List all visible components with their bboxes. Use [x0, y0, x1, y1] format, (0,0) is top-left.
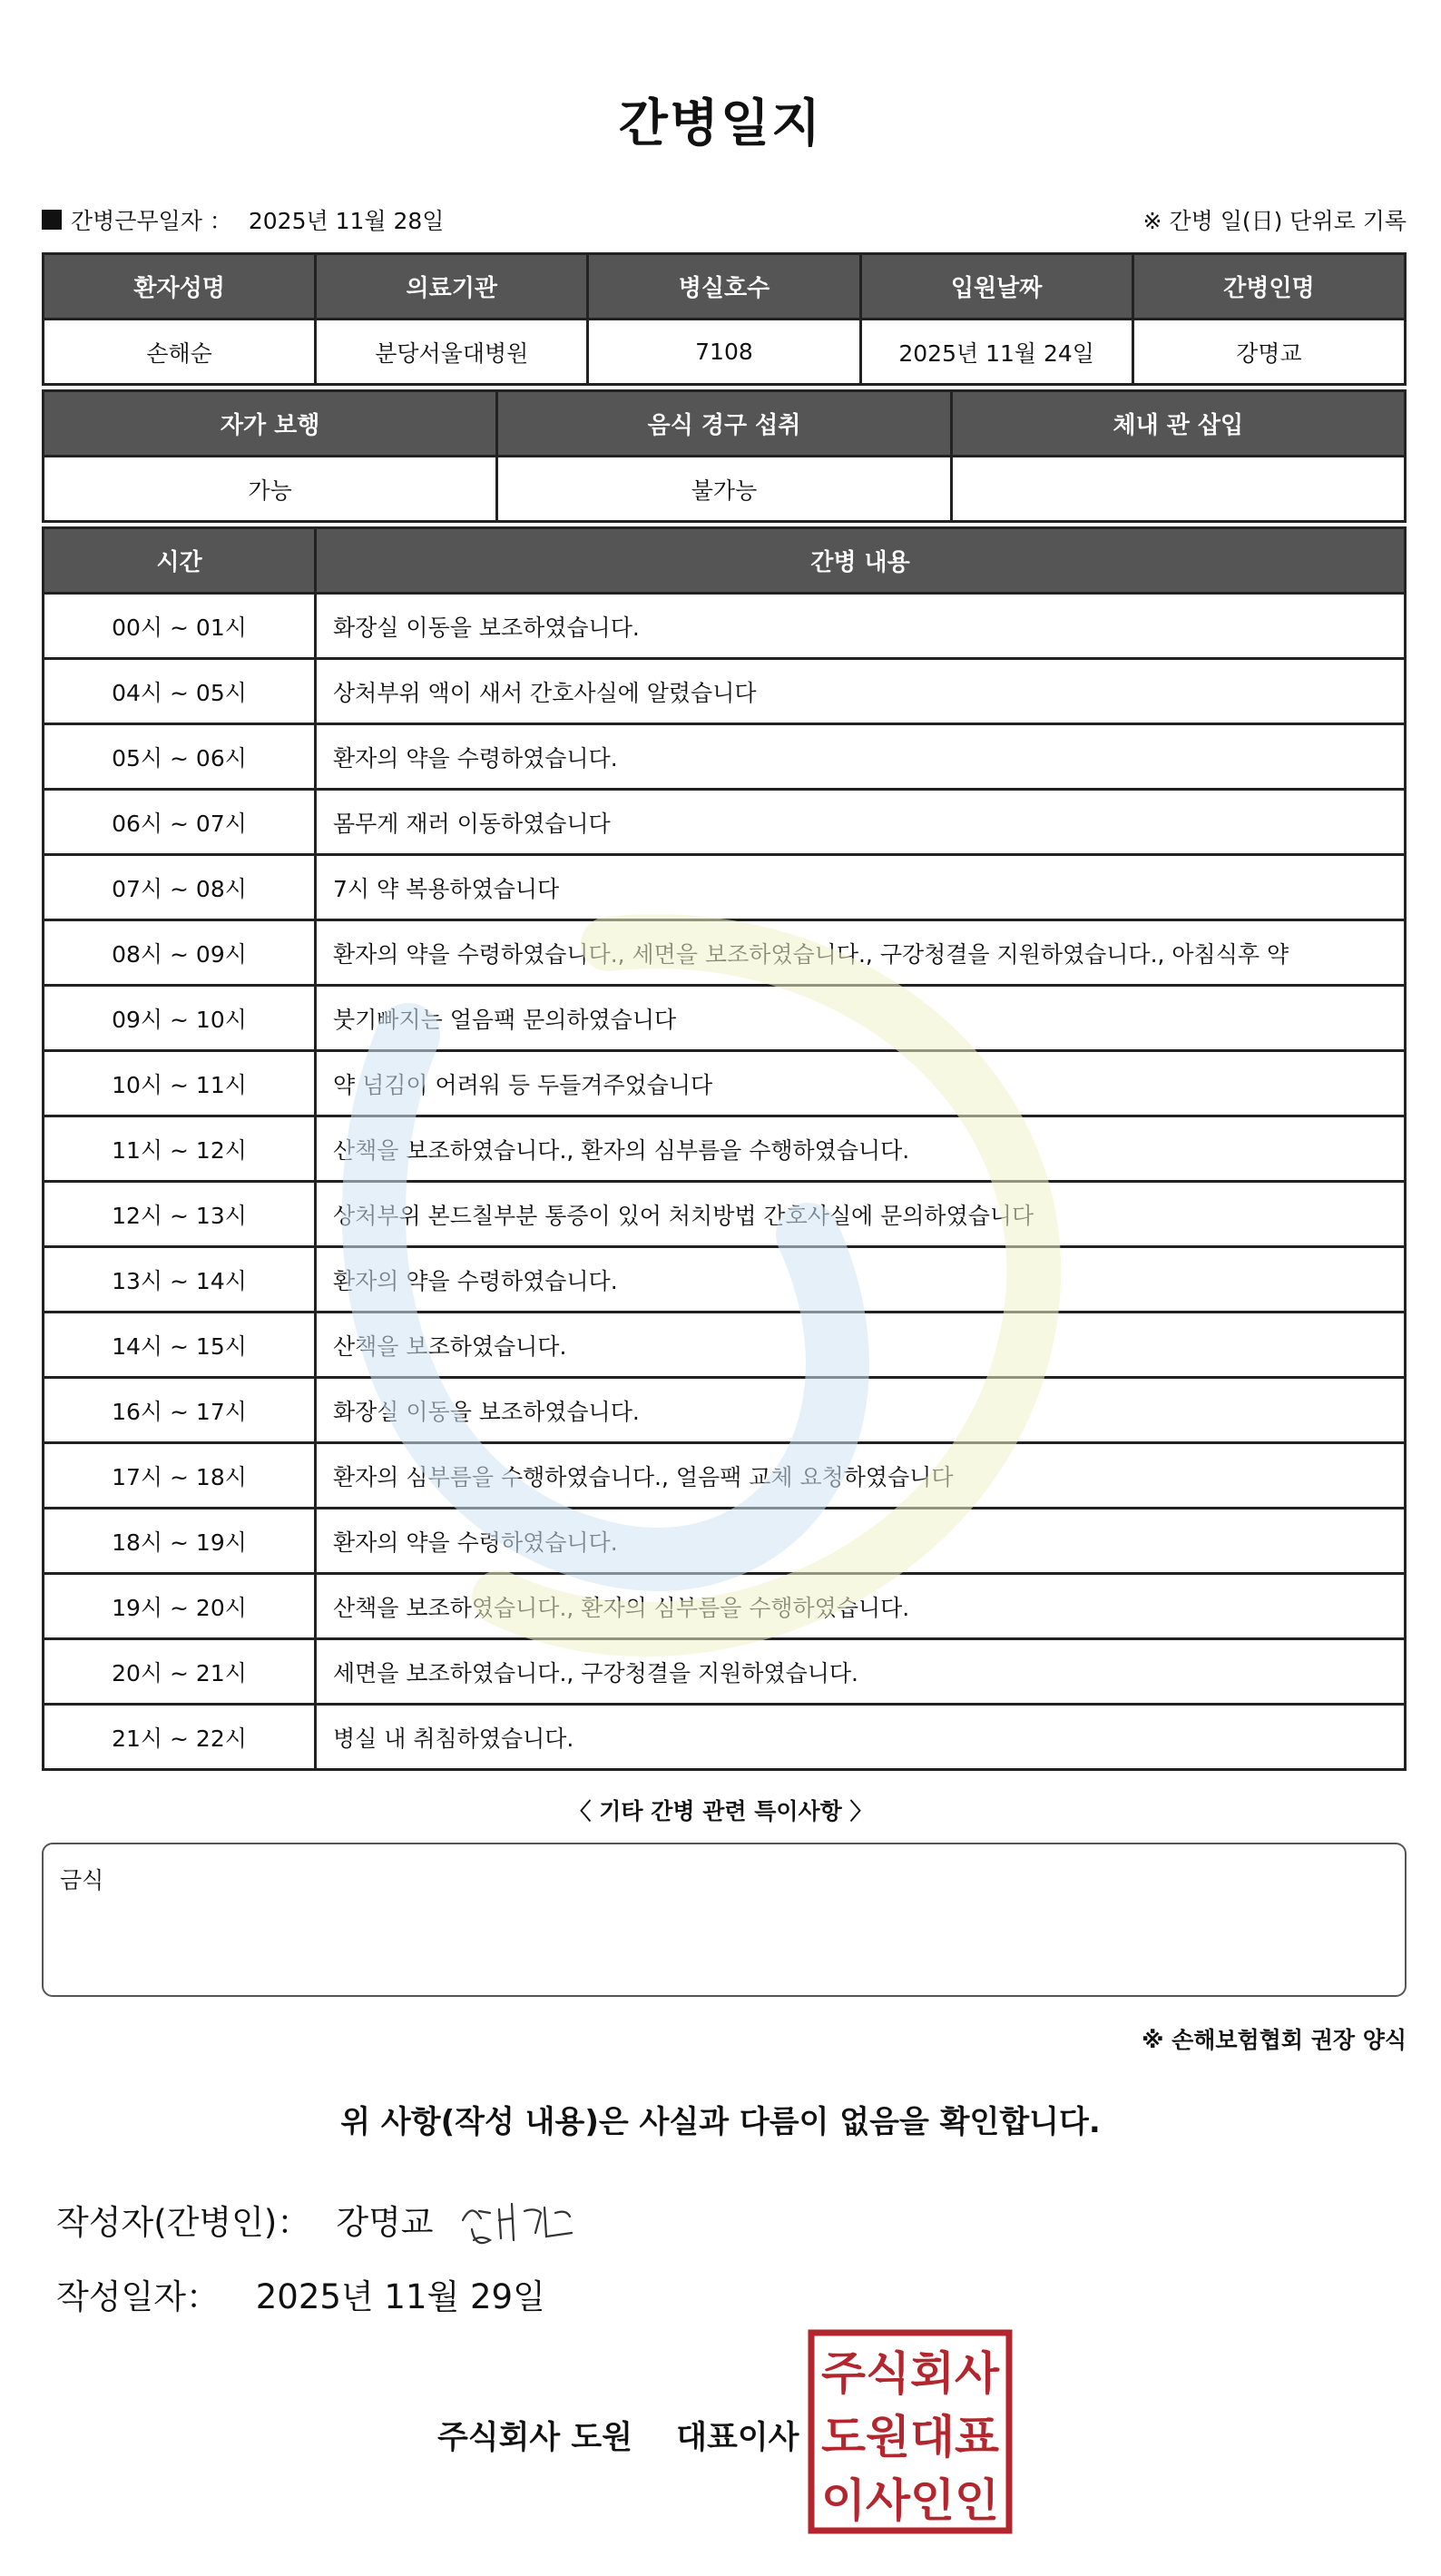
- table-row: [44, 1443, 1406, 1509]
- header-hospital: 의료기관: [316, 254, 588, 320]
- representative-title: 대표이사: [676, 2420, 799, 2456]
- log-content: 화장실 이동을 보조하였습니다.: [316, 594, 1406, 659]
- document-title: 간병일지: [618, 94, 823, 153]
- log-time: 00시 ~ 01시: [44, 594, 316, 659]
- table-row: [44, 457, 1406, 522]
- header-self-walking: 자가 보행: [44, 391, 497, 457]
- remarks-box: [42, 1843, 1407, 1997]
- table-row: [44, 1051, 1406, 1116]
- log-time: 05시 ~ 06시: [44, 724, 316, 790]
- handwritten-signature: [454, 2193, 590, 2256]
- log-content: 상처부위 액이 새서 간호사실에 알렸습니다: [316, 659, 1406, 724]
- daily-record-note: ※ 간병 일(日) 단위로 기록: [1142, 208, 1407, 234]
- table-row: [44, 790, 1406, 855]
- table-row: [44, 1574, 1406, 1639]
- log-time: 18시 ~ 19시: [44, 1509, 316, 1574]
- header-patient-name: 환자성명: [44, 254, 316, 320]
- table-row: [44, 1509, 1406, 1574]
- header-time: 시간: [44, 528, 316, 594]
- table-header-row: [44, 528, 1406, 594]
- recommended-form-note: ※ 손해보험협회 권장 양식: [1142, 2027, 1407, 2053]
- log-time: 11시 ~ 12시: [44, 1116, 316, 1182]
- admission-date: 2025년 11월 24일: [860, 320, 1132, 385]
- seal-text-line: 주식회사: [821, 2347, 1000, 2400]
- table-row: [44, 1247, 1406, 1313]
- log-content: 환자의 약을 수령하였습니다.: [316, 1509, 1406, 1574]
- seal-text-line: 도원대표: [821, 2411, 1000, 2463]
- table-header-row: [44, 391, 1406, 457]
- log-time: 16시 ~ 17시: [44, 1378, 316, 1443]
- log-content: 화장실 이동을 보조하였습니다.: [316, 1378, 1406, 1443]
- writer-name: 강명교: [336, 2203, 434, 2242]
- header-care-content: 간병 내용: [316, 528, 1406, 594]
- care-log-table: [42, 526, 1407, 1771]
- log-content: 환자의 약을 수령하였습니다.: [316, 724, 1406, 790]
- table-row: [44, 594, 1406, 659]
- header-admission-date: 입원날짜: [860, 254, 1132, 320]
- log-time: 06시 ~ 07시: [44, 790, 316, 855]
- table-header-row: [44, 254, 1406, 320]
- table-row: [44, 1116, 1406, 1182]
- company-seal-stamp: [808, 2329, 1013, 2534]
- log-time: 19시 ~ 20시: [44, 1574, 316, 1639]
- writer-line: [56, 2195, 434, 2244]
- header-caregiver-name: 간병인명: [1132, 254, 1405, 320]
- table-row: [44, 986, 1406, 1051]
- work-date-label: 간병근무일자 ：: [71, 208, 232, 234]
- caregiver-name: 강명교: [1132, 320, 1405, 385]
- confirmation-statement: 위 사항(작성 내용)은 사실과 다름이 없음을 확인합니다.: [340, 2104, 1101, 2140]
- log-time: 14시 ~ 15시: [44, 1313, 316, 1378]
- company-line: [437, 2413, 799, 2458]
- log-time: 08시 ~ 09시: [44, 920, 316, 986]
- table-row: [44, 724, 1406, 790]
- patient-name: 손해순: [44, 320, 316, 385]
- table-row: [44, 855, 1406, 920]
- log-content: 산책을 보조하였습니다., 환자의 심부름을 수행하였습니다.: [316, 1116, 1406, 1182]
- table-row: [44, 1182, 1406, 1247]
- log-content: 산책을 보조하였습니다., 환자의 심부름을 수행하였습니다.: [316, 1574, 1406, 1639]
- self-walking-value: 가능: [44, 457, 497, 522]
- company-name: 주식회사 도원: [437, 2420, 633, 2456]
- log-time: 12시 ~ 13시: [44, 1182, 316, 1247]
- header-room-number: 병실호수: [588, 254, 860, 320]
- patient-info-table: [42, 252, 1407, 386]
- remarks-title: 〈 기타 간병 관련 특이사항 〉: [568, 1798, 873, 1824]
- care-log-body: [44, 594, 1406, 1770]
- log-content: 환자의 약을 수령하였습니다., 세면을 보조하였습니다., 구강청결을 지원하였습니다., 아침식후 약: [316, 920, 1406, 986]
- table-row: [44, 1378, 1406, 1443]
- log-content: 환자의 약을 수령하였습니다.: [316, 1247, 1406, 1313]
- written-date-value: 2025년 11월 29일: [255, 2277, 545, 2316]
- log-time: 13시 ~ 14시: [44, 1247, 316, 1313]
- log-time: 04시 ~ 05시: [44, 659, 316, 724]
- hospital-name: 분당서울대병원: [316, 320, 588, 385]
- seal-text-line: 이사인인: [821, 2474, 999, 2527]
- table-row: [44, 320, 1406, 385]
- tube-insertion-value: [951, 457, 1405, 522]
- log-content: 몸무게 재러 이동하였습니다: [316, 790, 1406, 855]
- log-content: 병실 내 취침하였습니다.: [316, 1705, 1406, 1770]
- log-content: 붓기빠지는 얼음팩 문의하였습니다: [316, 986, 1406, 1051]
- square-bullet-icon: [42, 210, 62, 230]
- remarks-content: 금식: [60, 1867, 104, 1893]
- log-time: 09시 ~ 10시: [44, 986, 316, 1051]
- written-date-label: 작성일자：: [56, 2277, 220, 2316]
- header-oral-intake: 음식 경구 섭취: [497, 391, 951, 457]
- log-content: 약 넘김이 어려워 등 두들겨주었습니다: [316, 1051, 1406, 1116]
- log-time: 21시 ~ 22시: [44, 1705, 316, 1770]
- work-date-group: [42, 203, 444, 236]
- table-row: [44, 1705, 1406, 1770]
- log-time: 10시 ~ 11시: [44, 1051, 316, 1116]
- oral-intake-value: 불가능: [497, 457, 951, 522]
- log-time: 07시 ~ 08시: [44, 855, 316, 920]
- log-content: 산책을 보조하였습니다.: [316, 1313, 1406, 1378]
- log-content: 상처부위 본드칠부분 통증이 있어 처치방법 간호사실에 문의하였습니다: [316, 1182, 1406, 1247]
- work-date-value: 2025년 11월 28일: [248, 208, 445, 234]
- table-row: [44, 1313, 1406, 1378]
- writer-label: 작성자(간병인)：: [56, 2203, 311, 2242]
- log-time: 17시 ~ 18시: [44, 1443, 316, 1509]
- table-row: [44, 920, 1406, 986]
- room-number: 7108: [588, 320, 860, 385]
- patient-status-table: [42, 389, 1407, 523]
- header-tube-insertion: 체내 관 삽입: [951, 391, 1405, 457]
- log-content: 세면을 보조하였습니다., 구강청결을 지원하였습니다.: [316, 1639, 1406, 1705]
- written-date-line: [56, 2269, 545, 2318]
- table-row: [44, 659, 1406, 724]
- log-time: 20시 ~ 21시: [44, 1639, 316, 1705]
- log-content: 7시 약 복용하였습니다: [316, 855, 1406, 920]
- meta-row: [42, 202, 1407, 238]
- table-row: [44, 1639, 1406, 1705]
- log-content: 환자의 심부름을 수행하였습니다., 얼음팩 교체 요청하였습니다: [316, 1443, 1406, 1509]
